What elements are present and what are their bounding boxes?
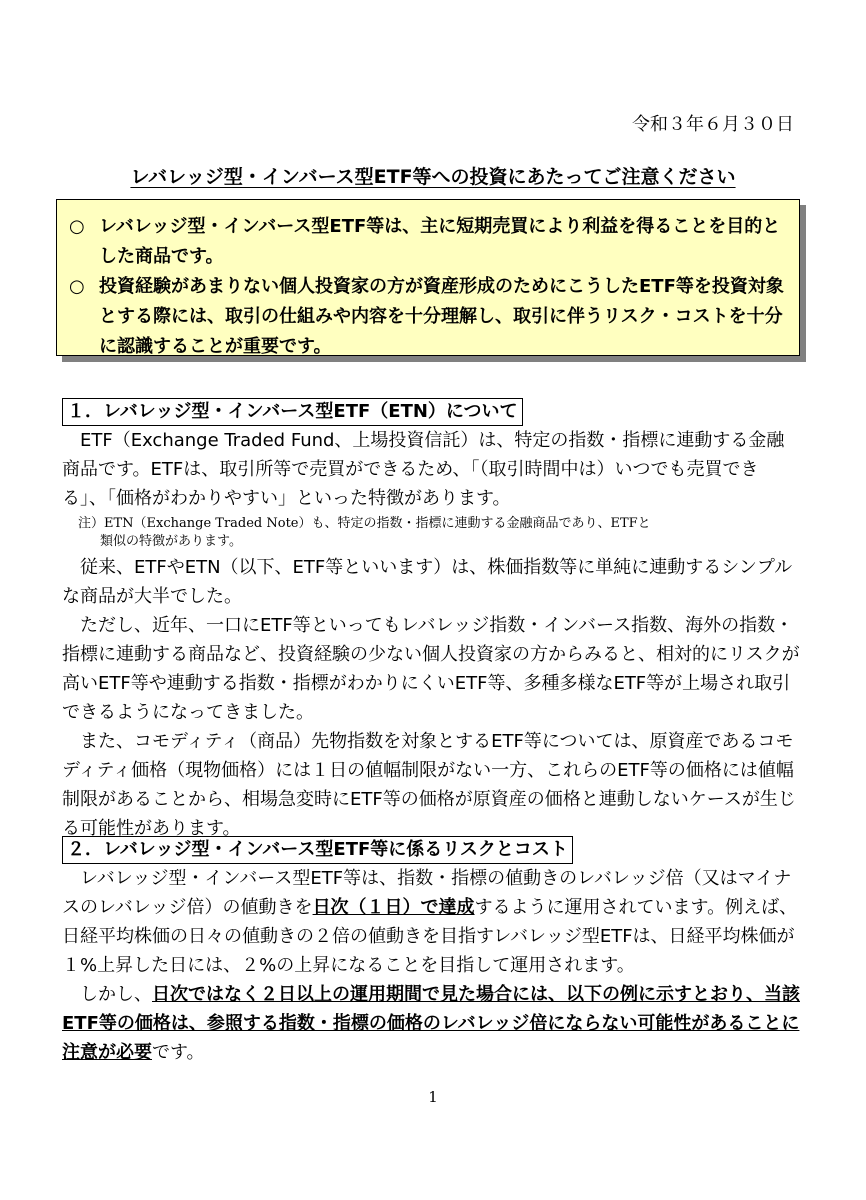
notice-item: [69, 212, 787, 272]
paragraph-text: しかし、: [80, 984, 152, 1005]
document-title: [0, 162, 866, 189]
section-1-heading: １．レバレッジ型・インバース型ETF（ETN）について: [62, 398, 523, 426]
section-2-heading: ２．レバレッジ型・インバース型ETF等に係るリスクとコスト: [62, 836, 573, 864]
section-2-paragraph: [62, 980, 802, 1067]
note-line: 注）ETN（Exchange Traded Note）も、特定の指数・指標に連動する金融商品であり、ETFと: [78, 516, 651, 531]
circle-bullet-icon: ○: [69, 276, 85, 297]
section-1-paragraph: ETF（Exchange Traded Fund、上場投資信託）は、特定の指数・指標に連動する金融商品です。ETFは、取引所等で売買ができるため、「（取引時間中は）いつでも売買できる」、「価格がわかりやすい」といった特徴があります。: [62, 430, 785, 509]
section-1-body: [62, 426, 802, 843]
section-1-paragraph: 従来、ETFやETN（以下、ETF等といいます）は、株価指数等に単純に連動するシンプルな商品が大半でした。: [62, 557, 793, 607]
emphasis-text: 日次（１日）で達成: [312, 897, 475, 918]
document-date: 令和３年６月３０日: [632, 114, 794, 135]
emphasis-text: 日次ではなく２日以上の運用期間で見た場合には、以下の例に示すとおり、当該ETF等の価格は、参照する指数・指標の価格のレバレッジ倍にならない可能性があることに注意が必要: [62, 984, 800, 1063]
section-1-paragraph: また、コモディティ（商品）先物指数を対象とするETF等については、原資産であるコモディティ価格（現物価格）には１日の値幅制限がない一方、これらのETF等の価格には値幅制限があることから、相場急変時にETF等の価格が原資産の価格と連動しないケースが生じる可能性があります。: [62, 731, 796, 839]
page-number: 1: [428, 1088, 438, 1106]
section-1-note: [62, 515, 802, 551]
paragraph-text: レバレッジ型・インバース型ETF等は、指数・指標の値動きのレバレッジ倍（又はマイナスのレバレッジ倍）の値動きを: [62, 868, 792, 918]
document-title-text: レバレッジ型・インバース型ETF等への投資にあたってご注意ください: [130, 166, 736, 188]
section-2-paragraph: [62, 864, 802, 980]
paragraph-text: するように運用されています。例えば、日経平均株価の日々の値動きの２倍の値動きを目指すレバレッジ型ETFは、日経平均株価が１%上昇した日には、２%の上昇になることを目指して運用されます。: [62, 897, 798, 976]
notice-item-text: 投資経験があまりない個人投資家の方が資産形成のためにこうしたETF等を投資対象とする際には、取引の仕組みや内容を十分理解し、取引に伴うリスク・コストを十分に認識することが重要です。: [99, 276, 784, 357]
circle-bullet-icon: ○: [69, 216, 85, 237]
note-line: 類似の特徴があります。: [100, 534, 242, 549]
paragraph-text: です。: [152, 1042, 205, 1063]
section-1-paragraph: ただし、近年、一口にETF等といってもレバレッジ指数・インバース指数、海外の指数・指標に連動する商品など、投資経験の少ない個人投資家の方からみると、相対的にリスクが高いETF等や連動する指数・指標がわかりにくいETF等、多種多様なETF等が上場され取引できるようになってきました。: [62, 615, 800, 723]
notice-box: [56, 199, 800, 356]
notice-item-text: レバレッジ型・インバース型ETF等は、主に短期売買により利益を得ることを目的とした商品です。: [99, 216, 781, 267]
notice-item: [69, 272, 787, 362]
section-2-body: [62, 864, 802, 1067]
